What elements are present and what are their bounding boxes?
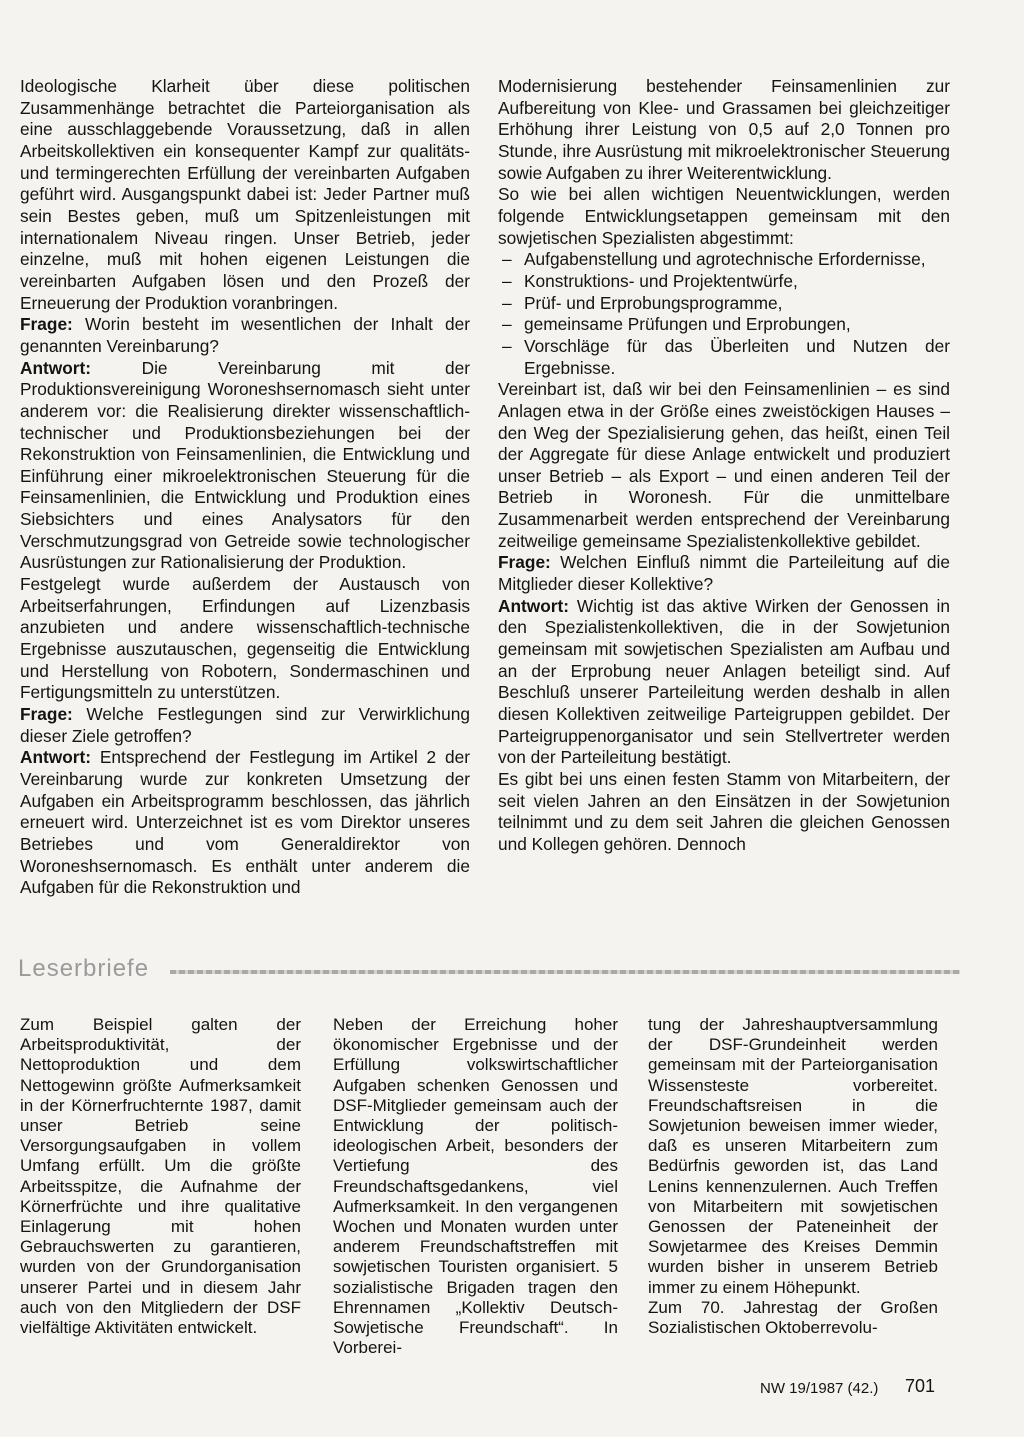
question-text: Welchen Einfluß nimmt die Parteileitung auf die Mitglieder dieser Kollektive? [498,552,950,595]
paragraph: Festgelegt wurde außerdem der Austausch von Arbeitserfahrungen, Erfindungen auf Lizenzbasis anzubieten und andere wissenschaftlich-technische Ergebnisse auszutauschen, gegenseitig die Entwicklung und Herstellung von Robotern, Sondermaschinen und Fertigungsmitteln zu unterstützen. [20,574,470,703]
question-text: Welche Festlegungen sind zur Verwirklichung dieser Ziele getroffen? [20,704,470,746]
paragraph: Ideologische Klarheit über diese politischen Zusammenhänge betrachtet die Parteiorganisation als eine ausschlaggebende Voraussetzung, daß in allen Arbeitskollektiven ein konsequenter Kampf zur qualitäts- und termingerechten Erfüllung der vereinbarten Aufgaben geführt wird. Ausgangspunkt dabei ist: Jeder Partner muß sein Bestes geben, muß um Spitzenleistungen mit internationalem Niveau ringen. Unser Betrieb, jeder einzelne, muß mit hohen eigenen Leistungen die vereinbarten Aufgaben lösen und den Prozeß der Erneuerung der Produktion voranbringen. [20,76,470,313]
list-item: – Prüf- und Erprobungsprogramme, [498,293,950,315]
divider [170,970,960,974]
paragraph: tung der Jahreshauptversammlung der DSF-Grundeinheit werden gemeinsam mit der Parteiorganisation Wissensteste vorbereitet. Freundschaftsreisen in die Sowjetunion beweisen immer wieder, daß es unseren Mitarbeitern zum Bedürfnis geworden ist, das Land Lenins kennenzulernen. Auch Treffen von Mitarbeitern mit sowjetischen Genossen der Pateneinheit der Sowjetarmee des Kreises Demmin wurden bisher in unserem Betrieb immer zu einem Höhepunkt. [648,1015,938,1297]
answer-text: Die Vereinbarung mit der Produktionsvereinigung Woroneshsernomasch sieht unter anderem vor: die Realisierung direkter wissenschaftlich-technischer und Produktionsbeziehungen bei der Rekonstruktion von Feinsamenlinien, die Entwicklung und Einführung einer mikroelektronischen Steuerung für die Feinsamenlinien, die Entwicklung und Produktion eines Siebsichters und eines Analysators für den Verschmutzungsgrad von Getreide sowie technologischer Ausrüstungen zur Rationalisierung der Produktion. [20,357,470,573]
answer-paragraph [20,358,470,575]
list-item: – gemeinsame Prüfungen und Erprobungen, [498,314,950,336]
answer-label: Antwort: [20,747,92,768]
answer-label: Antwort: [20,357,92,378]
main-text-right-column [498,76,950,856]
question-label: Frage: [498,552,551,573]
list-item: – Vorschläge für das Überleiten und Nutzen der Ergebnisse. [498,336,950,379]
question-text: Worin besteht im wesentlichen der Inhalt der genannten Vereinbarung? [20,314,470,356]
paragraph: So wie bei allen wichtigen Neuentwicklungen, werden folgende Entwicklungsetappen gemeinsam mit den sowjetischen Spezialisten abgestimmt: [498,184,950,248]
answer-paragraph [20,747,470,899]
answer-label: Antwort: [498,595,570,616]
letters-column-1 [20,1015,301,1338]
section-heading: Leserbriefe [18,955,150,982]
page-number: 701 [905,1376,936,1396]
answer-paragraph [498,596,950,769]
question-label: Frage: [20,704,73,725]
paragraph: Zum Beispiel galten der Arbeitsproduktivität, der Nettoproduktion und dem Nettogewinn größte Aufmerksamkeit in der Körnerfruchternte 1987, damit unser Betrieb seine Versorgungsaufgaben in vollem Umfang erfüllt. Um die größte Arbeitsspitze, die Aufnahme der Körnerfrüchte und ihre qualitative Einlagerung mit hohen Gebrauchswerten zu garantieren, wurden von der Grundorganisation unserer Partei und in diesem Jahr auch von den Mitgliedern der DSF vielfältige Aktivitäten entwickelt. [20,1015,301,1338]
paragraph: Es gibt bei uns einen festen Stamm von Mitarbeitern, der seit vielen Jahren an den Einsätzen in der Sowjetunion teilnimmt und zu dem seit Jahren die gleichen Genossen und Kollegen gehören. Dennoch [498,769,950,854]
issue-reference: NW 19/1987 (42.) [760,1380,879,1397]
answer-text: Wichtig ist das aktive Wirken der Genossen in den Spezialistenkollektiven, die in der Sowjetunion gemeinsam mit sowjetischen Spezialisten am Aufbau und an der Erprobung neuer Anlagen beteiligt sind. Auf Beschluß unserer Parteileitung werden deshalb in allen diesen Kollektiven zeitweilige Parteigruppen gebildet. Der Parteigruppenorganisator und sein Stellvertreter werden von der Parteileitung bestätigt. [498,595,950,768]
question-paragraph [20,704,470,747]
question-paragraph [498,552,950,595]
letters-column-2 [333,1015,618,1358]
paragraph: Modernisierung bestehender Feinsamenlinien zur Aufbereitung von Klee- und Grassamen bei gleichzeitiger Erhöhung ihrer Leistung von 0,5 auf 2,0 Tonnen pro Stunde, ihre Ausrüstung mit mikroelektronischer Steuerung sowie Aufgaben zu ihrer Weiterentwicklung. [498,76,950,183]
answer-text: Entsprechend der Festlegung im Artikel 2 der Vereinbarung wurde zur konkreten Umsetzung der Aufgaben ein Arbeitsprogramm beschlossen, das jährlich erneuert wird. Unterzeichnet ist es vom Direktor unseres Betriebes und vom Generaldirektor von Woroneshsernomasch. Es enthält unter anderem die Aufgaben für die Rekonstruktion und [20,747,470,898]
letters-column-3 [648,1015,938,1338]
paragraph: Vereinbart ist, daß wir bei den Feinsamenlinien – es sind Anlagen etwa in der Größe eines zweistöckigen Hauses – den Weg der Spezialisierung gehen, das heißt, einen Teil der Aggregate für diese Anlage entwickelt und produziert unser Betrieb – als Export – und einen anderen Teil der Betrieb in Woronesh. Für die unmittelbare Zusammenarbeit werden entsprechend der Vereinbarung zeitweilige gemeinsame Spezialistenkollektive gebildet. [498,379,950,551]
list-item: – Aufgabenstellung und agrotechnische Erfordernisse, [498,249,950,271]
main-text-left-column [20,76,470,899]
list-item: – Konstruktions- und Projektentwürfe, [498,271,950,293]
question-paragraph [20,314,470,357]
paragraph: Zum 70. Jahrestag der Großen Sozialistischen Oktoberrevolu- [648,1297,938,1338]
development-stages-list [498,249,950,379]
question-label: Frage: [20,314,73,335]
paragraph: Neben der Erreichung hoher ökonomischer Ergebnisse und der Erfüllung volkswirtschaftlicher Aufgaben schenken Genossen und DSF-Mitglieder gemeinsam auch der Entwicklung der politisch-ideologischen Arbeit, besonders der Vertiefung des Freundschaftsgedankens, viel Aufmerksamkeit. In den vergangenen Wochen und Monaten wurden unter anderem Freundschaftstreffen mit sowjetischen Touristen organisiert. 5 sozialistische Brigaden tragen den Ehrennamen „Kollektiv Deutsch-Sowjetische Freundschaft“. In Vorberei- [333,1015,618,1358]
